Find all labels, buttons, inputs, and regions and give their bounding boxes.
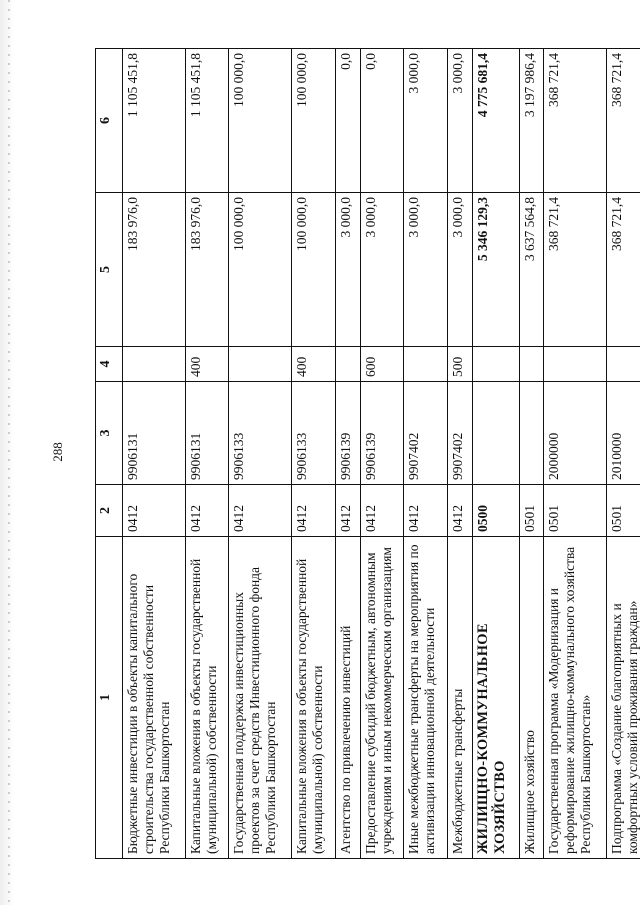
row-expense-type-cell bbox=[404, 347, 448, 382]
scan-dots bbox=[8, 0, 10, 905]
scan-edge bbox=[0, 0, 14, 905]
row-name-cell: Государственная поддержка инвестиционных проектов за счет средств Инвестиционного фонда Республики Башкортостан bbox=[229, 537, 292, 859]
table-row bbox=[185, 49, 229, 859]
page-number: 288 bbox=[50, 442, 65, 462]
header-col-5: 5 bbox=[96, 193, 123, 347]
row-amount-2-cell: 0,0 bbox=[335, 49, 360, 193]
table-row bbox=[123, 49, 186, 859]
row-name-cell: Агентство по привлечению инвестиций bbox=[335, 537, 360, 859]
table-row bbox=[519, 49, 544, 859]
row-amount-1-cell: 3 000,0 bbox=[335, 193, 360, 347]
row-amount-2-cell: 100 000,0 bbox=[292, 49, 336, 193]
table-header-row bbox=[96, 49, 123, 859]
row-article-code-cell: 9907402 bbox=[448, 382, 473, 485]
row-article-code-cell: 9906131 bbox=[185, 382, 229, 485]
row-amount-1-cell: 183 976,0 bbox=[185, 193, 229, 347]
row-amount-1-cell: 100 000,0 bbox=[229, 193, 292, 347]
row-section-code-cell: 0412 bbox=[292, 485, 336, 537]
row-name-cell: ЖИЛИЩНО-КОММУНАЛЬНОЕ ХОЗЯЙСТВО bbox=[473, 537, 520, 859]
row-amount-1-cell: 3 637 564,8 bbox=[519, 193, 544, 347]
row-article-code-cell: 2010000 bbox=[607, 382, 640, 485]
row-expense-type-cell bbox=[544, 347, 607, 382]
row-article-code-cell: 9906133 bbox=[229, 382, 292, 485]
row-name-cell: Бюджетные инвестиции в объекты капитального строительства государственной собственности Республики Башкортостан bbox=[123, 537, 186, 859]
row-expense-type-cell bbox=[607, 347, 640, 382]
row-expense-type-cell: 500 bbox=[448, 347, 473, 382]
row-article-code-cell: 9906131 bbox=[123, 382, 186, 485]
row-section-code-cell: 0412 bbox=[229, 485, 292, 537]
header-col-2: 2 bbox=[96, 485, 123, 537]
row-expense-type-cell: 400 bbox=[292, 347, 336, 382]
row-name-cell: Капитальные вложения в объекты государственной (муниципальной) собственности bbox=[292, 537, 336, 859]
row-name-cell: Иные межбюджетные трансферты на мероприятия по активизации инновационной деятельности bbox=[404, 537, 448, 859]
row-expense-type-cell bbox=[123, 347, 186, 382]
row-article-code-cell: 9907402 bbox=[404, 382, 448, 485]
row-amount-2-cell: 1 105 451,8 bbox=[185, 49, 229, 193]
header-col-4: 4 bbox=[96, 347, 123, 382]
row-amount-2-cell: 3 197 986,4 bbox=[519, 49, 544, 193]
row-article-code-cell bbox=[473, 382, 520, 485]
row-expense-type-cell: 600 bbox=[360, 347, 404, 382]
row-expense-type-cell bbox=[335, 347, 360, 382]
row-section-code-cell: 0412 bbox=[360, 485, 404, 537]
row-name-cell: Капитальные вложения в объекты государственной (муниципальной) собственности bbox=[185, 537, 229, 859]
row-section-code-cell: 0412 bbox=[335, 485, 360, 537]
row-name-cell: Государственная программа «Модернизация и реформирование жилищно-коммунального хозяйства Республики Башкортостан» bbox=[544, 537, 607, 859]
table-row bbox=[607, 49, 640, 859]
row-amount-2-cell: 1 105 451,8 bbox=[123, 49, 186, 193]
row-name-cell: Межбюджетные трансферты bbox=[448, 537, 473, 859]
table-row bbox=[360, 49, 404, 859]
row-amount-1-cell: 5 346 129,3 bbox=[473, 193, 520, 347]
row-section-code-cell: 0412 bbox=[404, 485, 448, 537]
row-amount-2-cell: 3 000,0 bbox=[404, 49, 448, 193]
header-col-1: 1 bbox=[96, 537, 123, 859]
row-section-code-cell: 0501 bbox=[607, 485, 640, 537]
row-expense-type-cell bbox=[473, 347, 520, 382]
row-amount-1-cell: 3 000,0 bbox=[404, 193, 448, 347]
row-article-code-cell: 9906139 bbox=[335, 382, 360, 485]
table-row bbox=[292, 49, 336, 859]
budget-table bbox=[95, 48, 640, 859]
row-amount-1-cell: 368 721,4 bbox=[544, 193, 607, 347]
row-article-code-cell: 2000000 bbox=[544, 382, 607, 485]
row-amount-2-cell: 4 775 681,4 bbox=[473, 49, 520, 193]
row-amount-2-cell: 0,0 bbox=[360, 49, 404, 193]
row-amount-1-cell: 3 000,0 bbox=[448, 193, 473, 347]
table-body bbox=[123, 49, 640, 859]
table-row bbox=[404, 49, 448, 859]
table-row bbox=[229, 49, 292, 859]
row-amount-1-cell: 100 000,0 bbox=[292, 193, 336, 347]
row-section-code-cell: 0412 bbox=[185, 485, 229, 537]
table-row bbox=[335, 49, 360, 859]
row-amount-2-cell: 368 721,4 bbox=[607, 49, 640, 193]
row-amount-1-cell: 183 976,0 bbox=[123, 193, 186, 347]
row-section-code-cell: 0501 bbox=[544, 485, 607, 537]
budget-table-wrapper bbox=[95, 49, 640, 859]
row-article-code-cell: 9906139 bbox=[360, 382, 404, 485]
row-article-code-cell: 9906133 bbox=[292, 382, 336, 485]
table-row bbox=[473, 49, 520, 859]
row-expense-type-cell: 400 bbox=[185, 347, 229, 382]
row-section-code-cell: 0500 bbox=[473, 485, 520, 537]
row-section-code-cell: 0412 bbox=[448, 485, 473, 537]
row-expense-type-cell bbox=[519, 347, 544, 382]
row-article-code-cell bbox=[519, 382, 544, 485]
table-row bbox=[448, 49, 473, 859]
row-expense-type-cell bbox=[229, 347, 292, 382]
header-col-3: 3 bbox=[96, 382, 123, 485]
row-name-cell: Жилищное хозяйство bbox=[519, 537, 544, 859]
row-section-code-cell: 0412 bbox=[123, 485, 186, 537]
row-name-cell: Предоставление субсидий бюджетным, автономным учреждениям и иным некоммерческим организациям bbox=[360, 537, 404, 859]
row-section-code-cell: 0501 bbox=[519, 485, 544, 537]
row-amount-1-cell: 3 000,0 bbox=[360, 193, 404, 347]
row-amount-2-cell: 3 000,0 bbox=[448, 49, 473, 193]
table-row bbox=[544, 49, 607, 859]
row-amount-2-cell: 368 721,4 bbox=[544, 49, 607, 193]
row-amount-1-cell: 368 721,4 bbox=[607, 193, 640, 347]
row-amount-2-cell: 100 000,0 bbox=[229, 49, 292, 193]
header-col-6: 6 bbox=[96, 49, 123, 193]
row-name-cell: Подпрограмма «Создание благоприятных и комфортных условий проживания граждан» bbox=[607, 537, 640, 859]
